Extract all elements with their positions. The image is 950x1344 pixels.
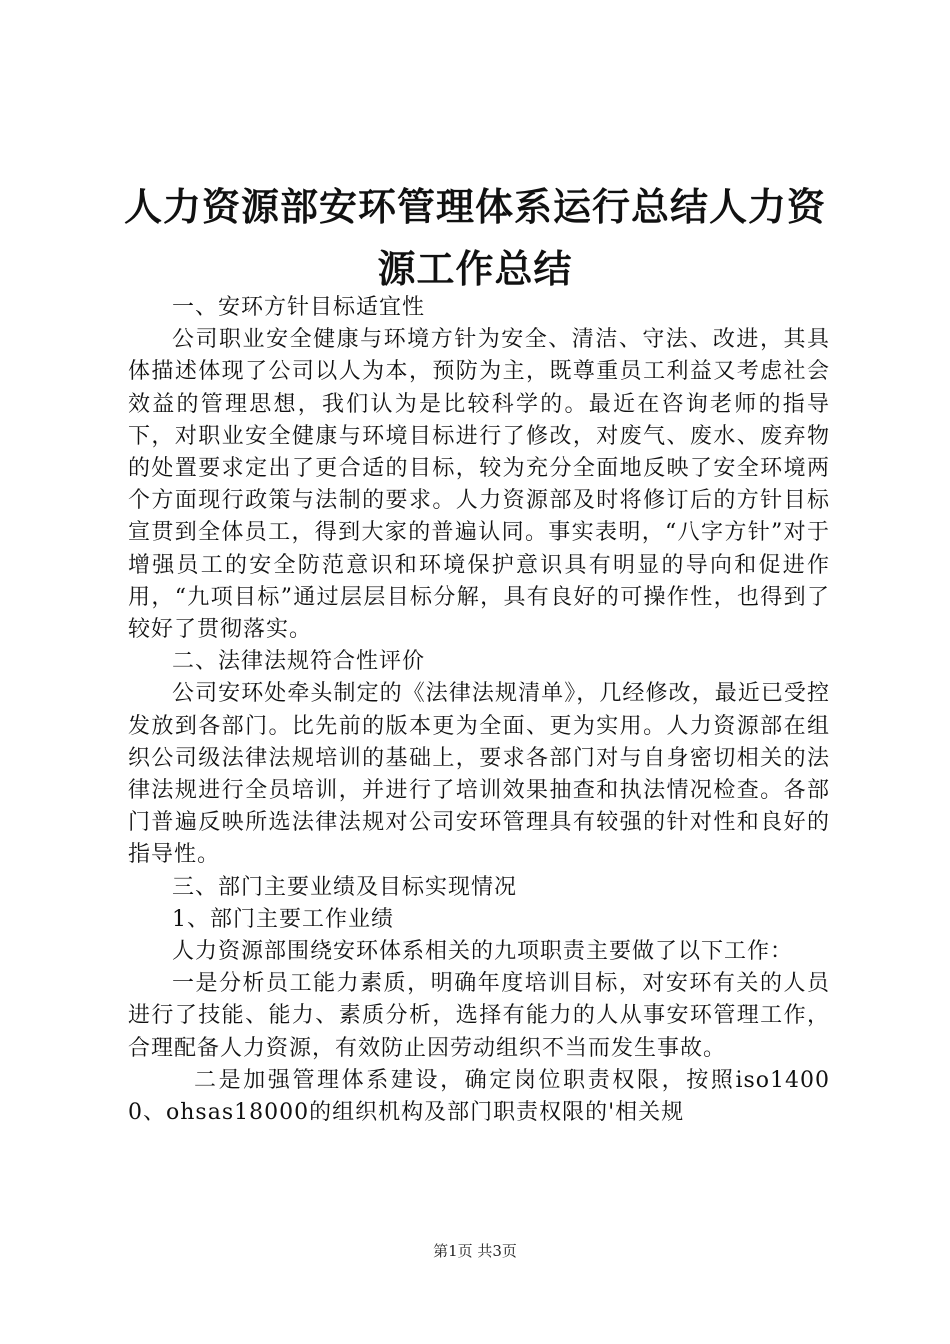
paragraph-item-1: 一是分析员工能力素质，明确年度培训目标，对安环有关的人员进行了技能、能力、素质分析，选择有能力的人从事安环管理工作，合理配备人力资源，有效防止因劳动组织不当而发生事故。 <box>128 971 830 1061</box>
paragraph-laws: 公司安环处牵头制定的《法律法规清单》，几经修改，最近已受控发放到各部门。比先前的版本更为全面、更为实用。人力资源部在组织公司级法律法规培训的基础上，要求各部门对与自身密切相关的法律法规进行全员培训，并进行了培训效果抽查和执法情况检查。各部门普遍反映所选法律法规对公司安环管理具有较强的针对性和良好的指导性。 <box>128 681 830 868</box>
paragraph-policy: 公司职业安全健康与环境方针为安全、清洁、守法、改进，其具体描述体现了公司以人为本，预防为主，既尊重员工利益又考虑社会效益的管理思想，我们认为是比较科学的。最近在咨询老师的指导下，对职业安全健康与环境目标进行了修改，对废气、废水、废弃物的处置要求定出了更合适的目标，较为充分全面地反映了安全环境两个方面现行政策与法制的要求。人力资源部及时将修订后的方针目标宣贯到全体员工，得到大家的普遍认同。事实表明，“八字方针”对于增强员工的安全防范意识和环境保护意识具有明显的导向和促进作用，“九项目标”通过层层目标分解，具有良好的可操作性，也得到了较好了贯彻落实。 <box>128 327 830 643</box>
section-heading-1: 一、安环方针目标适宜性 <box>172 295 426 320</box>
document-title: 人力资源部安环管理体系运行总结人力资源工作总结 <box>123 185 826 291</box>
subsection-heading-1: 1、部门主要工作业绩 <box>172 906 394 932</box>
page-footer: 第1页 共3页 <box>433 1242 517 1260</box>
document-body <box>128 292 830 1129</box>
section-heading-3: 三、部门主要业绩及目标实现情况 <box>172 874 518 900</box>
paragraph-duties-intro: 人力资源部围绕安环体系相关的九项职责主要做了以下工作： <box>172 939 794 965</box>
section-heading-2: 二、法律法规符合性评价 <box>172 649 426 675</box>
paragraph-item-2: 二是加强管理体系建设，确定岗位职责权限，按照iso14000、ohsas18000的组织机构及部门职责权限的'相关规 <box>128 1067 830 1126</box>
